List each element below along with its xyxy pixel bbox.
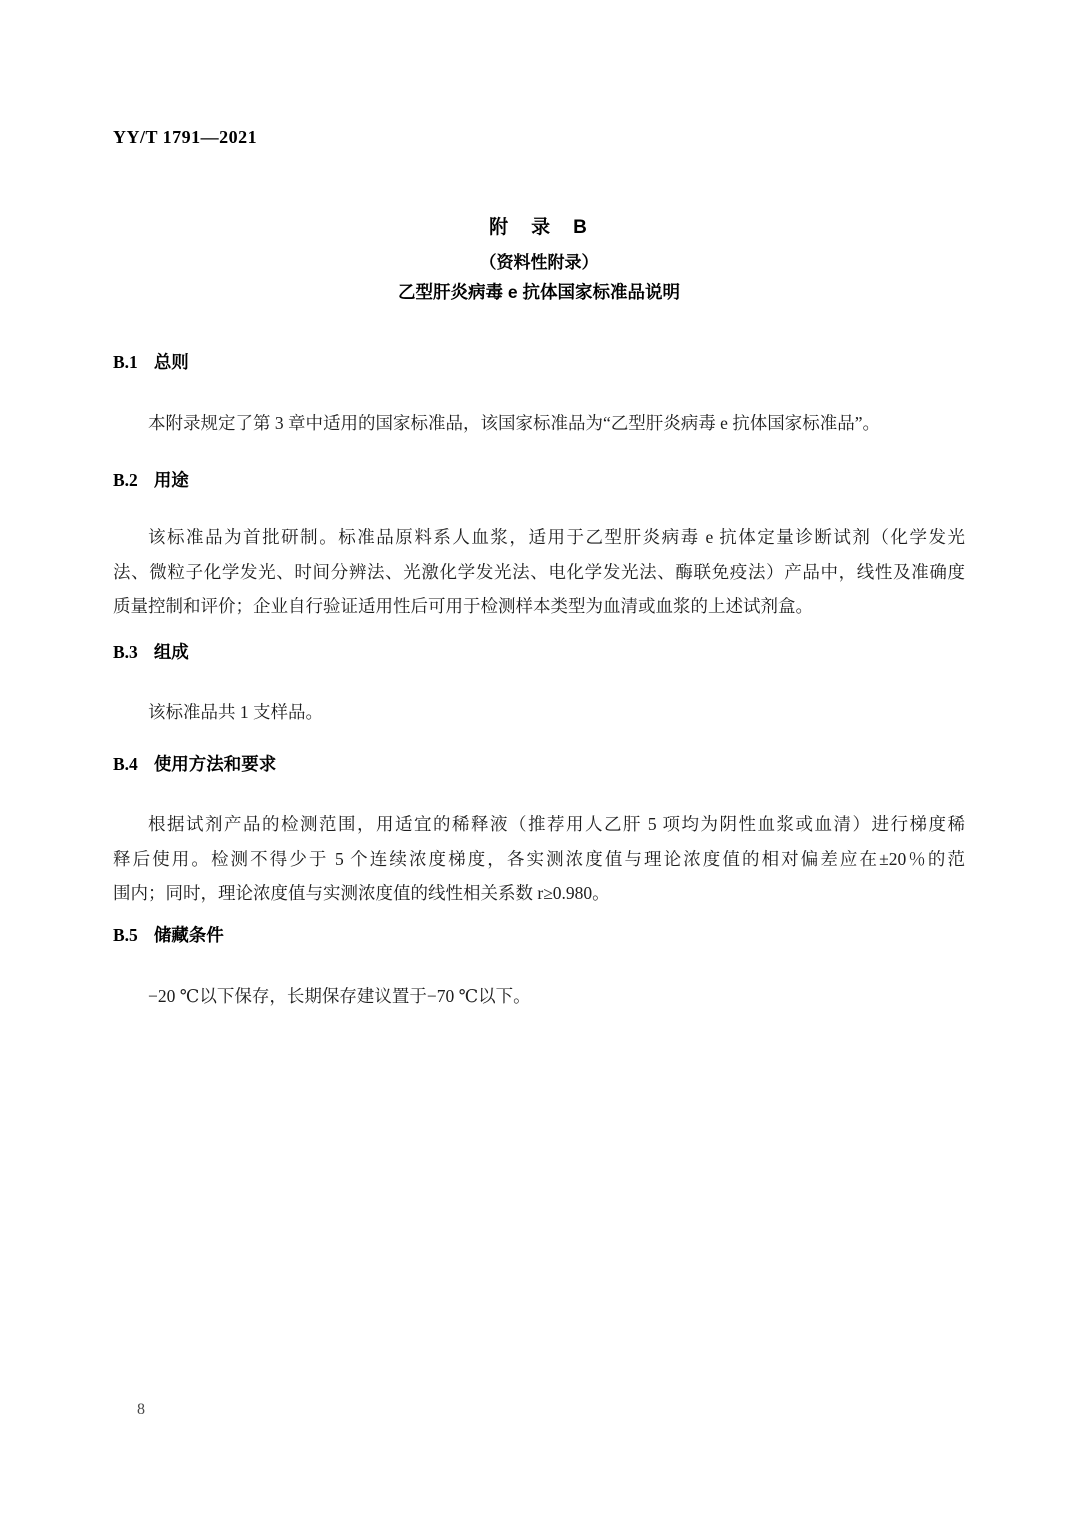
paragraph-line: 根据试剂产品的检测范围，用适宜的稀释液（推荐用人乙肝 5 项均为阴性血浆或血清）进行梯度稀 (148, 814, 965, 834)
section-number: B.3 (113, 642, 138, 662)
paragraph-line: 本附录规定了第 3 章中适用的国家标准品，该国家标准品为“乙型肝炎病毒 e 抗体国家标准品”。 (148, 413, 881, 433)
paragraph-line: 该标准品为首批研制。标准品原料系人血浆，适用于乙型肝炎病毒 e 抗体定量诊断试剂（化学发光 (148, 527, 965, 547)
section-number: B.2 (113, 470, 138, 490)
section-number: B.5 (113, 925, 138, 945)
section-title: 储藏条件 (153, 925, 224, 945)
paragraph-line: 该标准品共 1 支样品。 (148, 702, 323, 722)
section-b3-paragraph (113, 695, 965, 730)
section-b2-paragraph (113, 520, 965, 624)
section-b4-paragraph (113, 807, 965, 911)
paragraph-line: 法、微粒子化学发光、时间分辨法、光激化学发光法、电化学发光法、酶联免疫法）产品中，线性及准确度 (113, 561, 965, 582)
section-heading-b5 (113, 924, 965, 947)
section-b5-paragraph (113, 979, 965, 1014)
paragraph-line: −20 ℃以下保存，长期保存建议置于−70 ℃以下。 (148, 986, 531, 1006)
section-heading-b2 (113, 469, 965, 492)
section-title: 使用方法和要求 (153, 754, 277, 774)
section-title: 组成 (153, 642, 189, 662)
section-b1-paragraph (113, 406, 965, 441)
section-heading-b1 (113, 351, 965, 374)
section-title: 用途 (153, 470, 189, 490)
paragraph-line: 释后使用。检测不得少于 5 个连续浓度梯度，各实测浓度值与理论浓度值的相对偏差应在±20％的范 (113, 848, 965, 869)
section-number: B.1 (113, 352, 138, 372)
appendix-title: 乙型肝炎病毒 e 抗体国家标准品说明 (398, 282, 680, 302)
section-heading-b3 (113, 641, 965, 664)
doc-code: YY/T 1791—2021 (113, 127, 258, 147)
page-number: 8 (137, 1401, 145, 1418)
section-title: 总则 (153, 352, 189, 372)
section-number: B.4 (113, 754, 138, 774)
paragraph-line: 质量控制和评价；企业自行验证适用性后可用于检测样本类型为血清或血浆的上述试剂盒。 (113, 596, 813, 616)
appendix-note: （资料性附录） (479, 253, 599, 272)
paragraph-line: 围内；同时，理论浓度值与实测浓度值的线性相关系数 r≥0.980。 (113, 883, 610, 903)
appendix-label: 附 录 B (489, 217, 589, 238)
section-heading-b4 (113, 753, 965, 776)
